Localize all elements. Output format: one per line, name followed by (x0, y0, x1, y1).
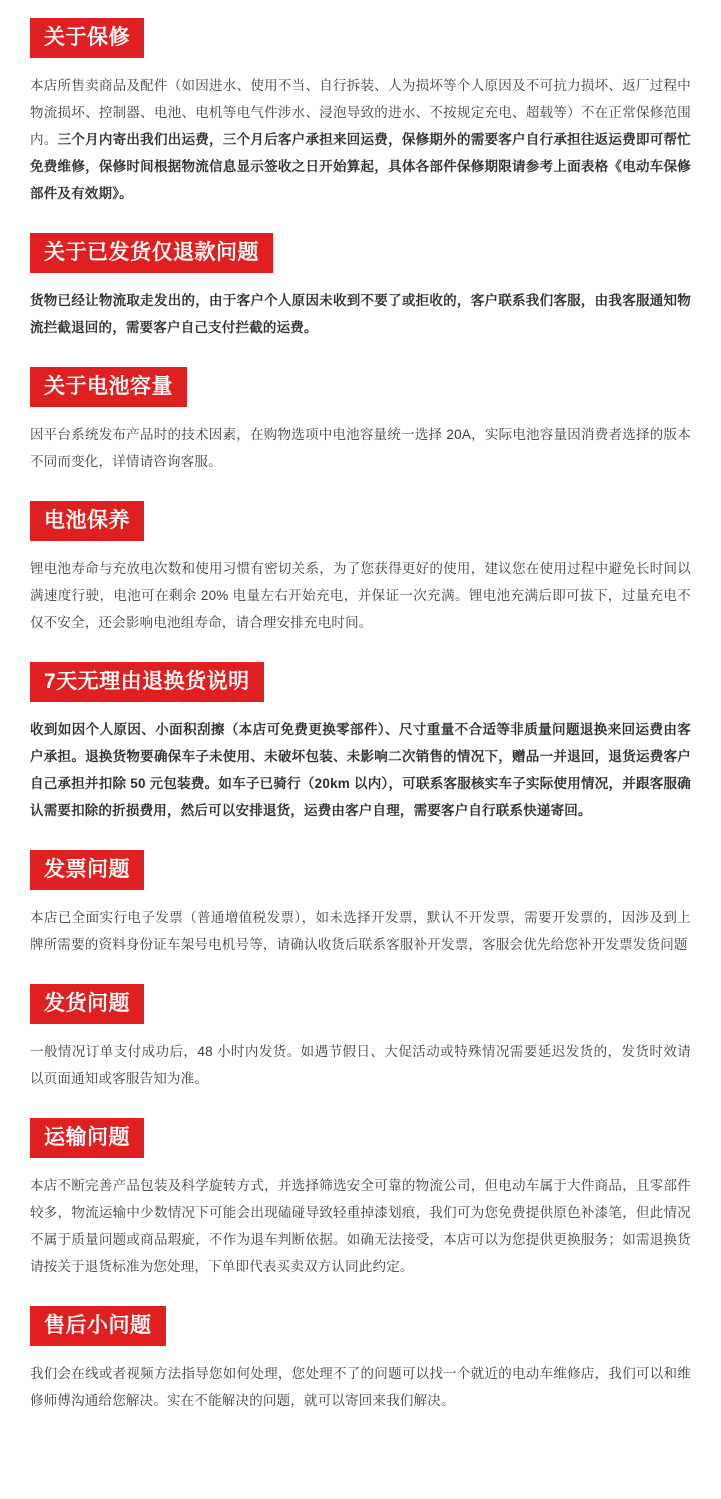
section-paragraph-part: 一般情况订单支付成功后，48 小时内发货。如遇节假日、大促活动或特殊情况需要延迟发货的，发货时效请以页面通知或客服告知为准。 (30, 1044, 691, 1086)
section-body (30, 1360, 691, 1414)
section-body (30, 904, 691, 958)
section-heading: 发货问题 (30, 984, 144, 1024)
section-body (30, 421, 691, 475)
faq-section-battery-capacity (30, 367, 691, 475)
faq-section-list (30, 18, 691, 1414)
section-body (30, 716, 691, 824)
section-heading: 发票问题 (30, 850, 144, 890)
section-paragraph-part: 三个月内寄出我们出运费，三个月后客户承担来回运费，保修期外的需要客户自行承担往返运费即可帮忙免费维修，保修时间根据物流信息显示签收之日开始算起，具体各部件保修期限请参考上面表格《电动车保修部件及有效期》。 (30, 132, 691, 201)
section-heading: 售后小问题 (30, 1306, 166, 1346)
faq-section-invoice (30, 850, 691, 958)
section-heading: 关于电池容量 (30, 367, 187, 407)
section-body (30, 287, 691, 341)
section-paragraph-part: 本店已全面实行电子发票（普通增值税发票），如未选择开发票，默认不开发票，需要开发票的，因涉及到上牌所需要的资料身份证车架号电机号等，请确认收货后联系客服补开发票，客服会优先给您补开发票发货问题 (30, 910, 691, 952)
faq-section-battery-maintenance (30, 501, 691, 636)
section-body (30, 1172, 691, 1280)
section-paragraph-part: 本店不断完善产品包装及科学旋转方式，并选择筛选安全可靠的物流公司，但电动车属于大件商品，且零部件较多，物流运输中少数情况下可能会出现磕碰导致轻重掉漆划痕，我们可为您免费提供原色补漆笔，但此情况不属于质量问题或商品瑕疵，不作为退车判断依据。如确无法接受，本店可以为您提供更换服务；如需退换货请按关于退货标准为您处理，下单即代表买卖双方认同此约定。 (30, 1178, 691, 1274)
section-paragraph-part: 货物已经让物流取走发出的，由于客户个人原因未收到不要了或拒收的，客户联系我们客服，由我客服通知物流拦截退回的，需要客户自己支付拦截的运费。 (30, 293, 691, 335)
section-paragraph-part: 锂电池寿命与充放电次数和使用习惯有密切关系，为了您获得更好的使用，建议您在使用过程中避免长时间以满速度行驶，电池可在剩余 20% 电量左右开始充电，并保证一次充满。锂电池充满后即可拔下，过量充电不仅不安全，还会影响电池组寿命，请合理安排充电时间。 (30, 561, 691, 630)
section-body (30, 555, 691, 636)
section-paragraph-part: 我们会在线或者视频方法指导您如何处理，您处理不了的问题可以找一个就近的电动车维修店，我们可以和维修师傅沟通给您解决。实在不能解决的问题，就可以寄回来我们解决。 (30, 1366, 691, 1408)
section-body (30, 1038, 691, 1092)
section-heading: 7天无理由退换货说明 (30, 662, 264, 702)
section-heading: 电池保养 (30, 501, 144, 541)
section-heading: 关于保修 (30, 18, 144, 58)
section-paragraph-part: 因平台系统发布产品时的技术因素，在购物选项中电池容量统一选择 20A，实际电池容量因消费者选择的版本不同而变化，详情请咨询客服。 (30, 427, 691, 469)
faq-section-refund-after-shipping (30, 233, 691, 341)
section-paragraph-part: 本店所售卖商品及配件（如因进水、使用不当、自行拆装、人为损坏等个人原因及不可抗力损坏、返厂过程中物流损坏、控制器、电池、电机等电气件涉水、浸泡导致的进水、不按规定充电、超载等）不在正常保修范围内。 (30, 78, 691, 147)
faq-section-warranty (30, 18, 691, 207)
faq-section-transport (30, 1118, 691, 1280)
section-paragraph-part: 收到如因个人原因、小面积刮擦（本店可免费更换零部件）、尺寸重量不合适等非质量问题退换来回运费由客户承担。退换货物要确保车子未使用、未破坏包装、未影响二次销售的情况下，赠品一并退回，退货运费客户自己承担并扣除 50 元包装费。如车子已骑行（20km 以内），可联系客服核实车子实际使用情况，并跟客服确认需要扣除的折损费用，然后可以安排退货，运费由客户自理，需要客户自行联系快递寄回。 (30, 722, 691, 818)
section-heading: 关于已发货仅退款问题 (30, 233, 273, 273)
faq-section-seven-day-return (30, 662, 691, 824)
section-body (30, 72, 691, 207)
section-heading: 运输问题 (30, 1118, 144, 1158)
faq-section-after-sales-minor (30, 1306, 691, 1414)
faq-section-shipping (30, 984, 691, 1092)
